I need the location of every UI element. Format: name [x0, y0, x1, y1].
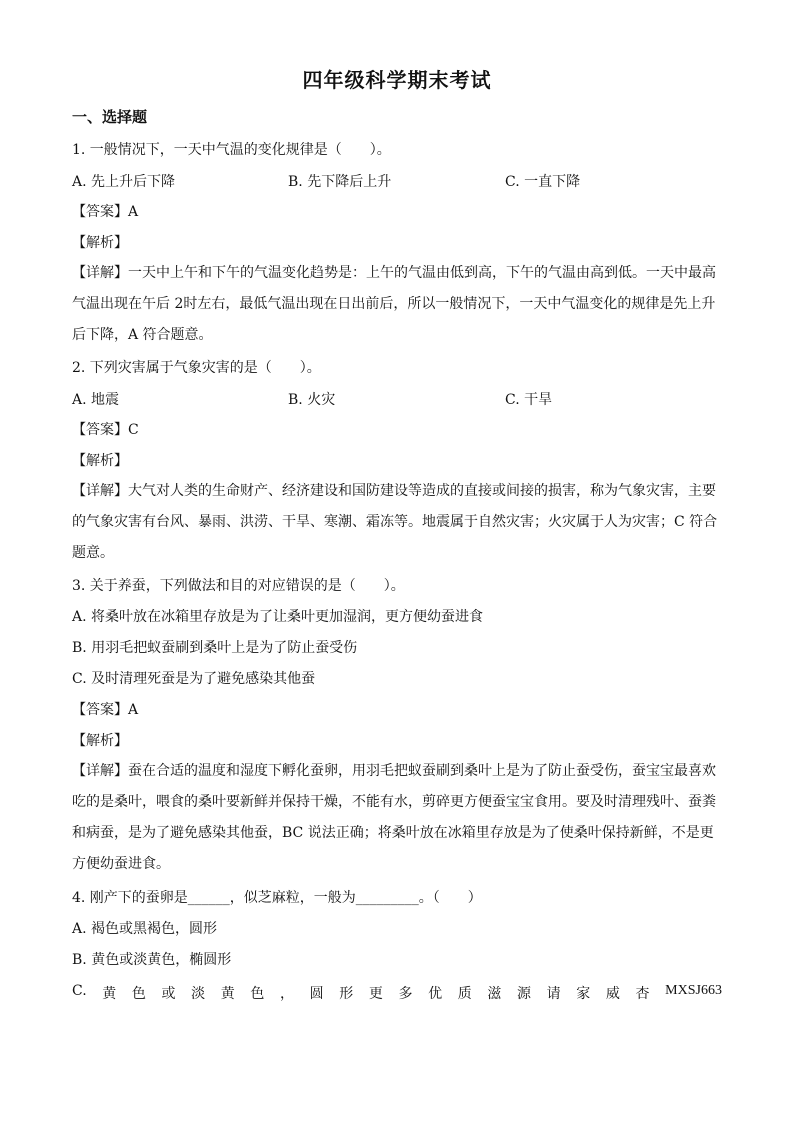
- q2-option-a: A. 地震: [72, 392, 120, 408]
- q3-answer: 【答案】A: [72, 702, 139, 718]
- q4-c-part: 形: [339, 986, 354, 1002]
- q1-stem: 1. 一般情况下，一天中气温的变化规律是（ ）。: [72, 142, 391, 158]
- q1-option-b: B. 先下降后上升: [288, 174, 392, 190]
- q4-option-a: A. 褐色或黑褐色，圆形: [72, 921, 218, 937]
- q4-c-part: 家: [576, 986, 591, 1002]
- q3-stem: 3. 关于养蚕，下列做法和目的对应错误的是（ ）。: [72, 578, 405, 594]
- q3-option-a: A. 将桑叶放在冰箱里存放是为了让桑叶更加湿润，更方便幼蚕进食: [72, 609, 484, 625]
- q4-c-part: 质: [457, 986, 472, 1002]
- q1-analysis-label: 【解析】: [72, 235, 128, 251]
- q1-options: [72, 171, 722, 191]
- page-title: 四年级科学期末考试: [302, 68, 492, 92]
- q4-c-part: 优: [428, 986, 443, 1002]
- q4-c-part: 色: [131, 986, 146, 1002]
- q4-c-part: 黄: [220, 986, 235, 1002]
- q1-answer: 【答案】A: [72, 204, 139, 220]
- q1-option-c: C. 一直下降: [505, 174, 581, 190]
- q4-c-part: 圆: [309, 986, 324, 1002]
- q4-stem: 4. 刚产下的蚕卵是______，似芝麻粒，一般为_________。（ ）: [72, 890, 482, 906]
- q4-c-part: 多: [398, 986, 413, 1002]
- q2-option-c: C. 干旱: [505, 392, 553, 408]
- q2-detail: 【详解】大气对人类的生命财产、经济建设和国防建设等造成的直接或间接的损害，称为气象灾害，主要的气象灾害有台风、暴雨、洪涝、干旱、寒潮、霜冻等。地震属于自然灾害；火灾属于人为灾害；C 符合题意。: [72, 483, 718, 561]
- q3-option-b: B. 用羽毛把蚁蚕刷到桑叶上是为了防止蚕受伤: [72, 640, 358, 656]
- q4-c-part: 源: [517, 986, 532, 1002]
- q2-options: [72, 389, 722, 409]
- q4-c-part: 威: [605, 986, 620, 1002]
- q3-option-c: C. 及时清理死蚕是为了避免感染其他蚕: [72, 671, 316, 687]
- q4-c-part: 杏: [635, 986, 650, 1002]
- q4-c-part: 色: [250, 986, 265, 1002]
- q1-option-a: A. 先上升后下降: [72, 174, 176, 190]
- q3-analysis-label: 【解析】: [72, 733, 128, 749]
- q4-option-b: B. 黄色或淡黄色，椭圆形: [72, 952, 232, 968]
- watermark-code: MXSJ663: [665, 983, 722, 998]
- q4-c-part: ，: [280, 986, 295, 1002]
- q4-c-part: 或: [161, 986, 176, 1002]
- q4-c-part: C.: [72, 983, 87, 999]
- q4-c-part: 请: [546, 986, 561, 1002]
- q2-option-b: B. 火灾: [288, 392, 336, 408]
- q1-detail: 【详解】一天中上午和下午的气温变化趋势是：上午的气温由低到高，下午的气温由高到低。一天中最高气温出现在午后 2时左右，最低气温出现在日出前后，所以一般情况下，一天中气温变化的规律是先上升后下降，A 符合题意。: [72, 265, 716, 343]
- q4-option-c-line: [72, 983, 722, 1003]
- section-heading: 一、选择题: [72, 108, 148, 126]
- q4-c-part: 更: [368, 986, 383, 1002]
- q2-answer: 【答案】C: [72, 422, 139, 438]
- q2-stem: 2. 下列灾害属于气象灾害的是（ ）。: [72, 360, 321, 376]
- q3-detail: 【详解】蚕在合适的温度和湿度下孵化蚕卵，用羽毛把蚁蚕刷到桑叶上是为了防止蚕受伤，蚕宝宝最喜欢吃的是桑叶，喂食的桑叶要新鲜并保持干燥，不能有水，剪碎更方便蚕宝宝食用。要及时清理残叶、蚕粪和病蚕，是为了避免感染其他蚕，BC 说法正确；将桑叶放在冰箱里存放是为了使桑叶保持新鲜，不是更方便幼蚕进食。: [72, 763, 716, 872]
- q4-c-part: 黄: [102, 986, 117, 1002]
- q4-c-part: 淡: [191, 986, 206, 1002]
- q4-c-part: 滋: [487, 986, 502, 1002]
- q2-analysis-label: 【解析】: [72, 453, 128, 469]
